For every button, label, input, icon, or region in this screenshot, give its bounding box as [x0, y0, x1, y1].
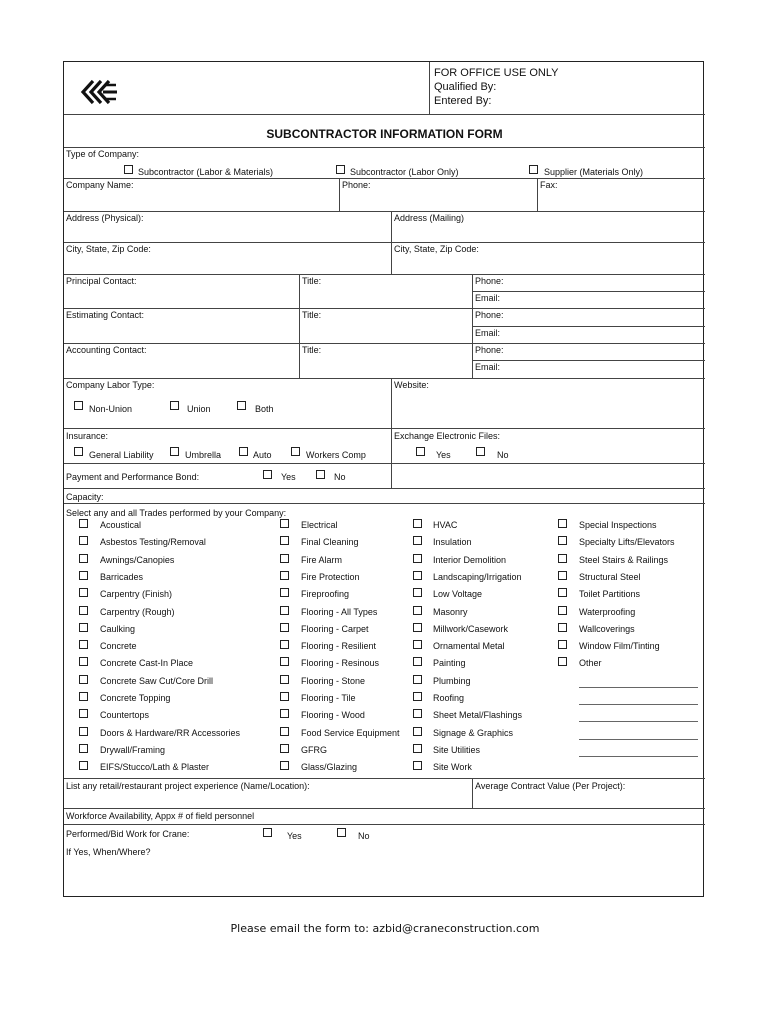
- bond-label: Payment and Performance Bond:: [66, 472, 200, 482]
- estimating-title-label: Title:: [302, 310, 322, 320]
- trade-checkbox[interactable]: [79, 640, 88, 649]
- trade-checkbox[interactable]: [280, 692, 289, 701]
- trade-label: Asbestos Testing/Removal: [100, 537, 206, 548]
- trade-checkbox[interactable]: [413, 761, 422, 770]
- trade-checkbox[interactable]: [413, 606, 422, 615]
- other-trade-blank-line[interactable]: [579, 721, 698, 722]
- type-supplier-label: Supplier (Materials Only): [544, 167, 644, 177]
- trade-checkbox[interactable]: [280, 519, 289, 528]
- crane-work-label: Performed/Bid Work for Crane:: [66, 829, 190, 839]
- trade-label: Caulking: [100, 623, 136, 634]
- trade-checkbox[interactable]: [558, 536, 567, 545]
- trade-label: Special Inspections: [579, 520, 657, 530]
- general-liability-checkbox[interactable]: [74, 447, 83, 456]
- trade-label: EIFS/Stucco/Lath & Plaster: [100, 762, 210, 773]
- non-union-checkbox[interactable]: [74, 401, 83, 410]
- trade-label: Food Service Equipment: [301, 727, 400, 738]
- general-liability-label: General Liability: [89, 450, 154, 460]
- company-name-label: Company Name:: [66, 180, 134, 190]
- trade-checkbox[interactable]: [79, 709, 88, 718]
- trade-label: Plumbing: [433, 675, 471, 686]
- trade-label: Other: [579, 658, 602, 669]
- estimating-contact-label: Estimating Contact:: [66, 310, 145, 320]
- office-use-label: FOR OFFICE USE ONLY: [434, 67, 559, 79]
- trade-label: Sheet Metal/Flashings: [433, 710, 523, 721]
- trade-checkbox[interactable]: [79, 588, 88, 597]
- exchange-no-checkbox[interactable]: [476, 447, 485, 456]
- trade-label: Flooring - Stone: [301, 675, 366, 686]
- trade-label: Final Cleaning: [301, 537, 359, 548]
- trade-label: Flooring - All Types: [301, 606, 378, 617]
- trade-label: Landscaping/Irrigation: [433, 571, 522, 582]
- trade-checkbox[interactable]: [280, 744, 289, 753]
- trade-label: Window Film/Tinting: [579, 641, 660, 652]
- trade-checkbox[interactable]: [280, 640, 289, 649]
- experience-label: List any retail/restaurant project experience (Name/Location):: [66, 781, 310, 791]
- workers-comp-checkbox[interactable]: [291, 447, 300, 456]
- avg-contract-value-label: Average Contract Value (Per Project):: [475, 781, 626, 791]
- trade-label: Site Work: [433, 762, 472, 773]
- other-trade-blank-line[interactable]: [579, 739, 698, 740]
- type-of-company-label: Type of Company:: [66, 149, 140, 159]
- exchange-yes-checkbox[interactable]: [416, 447, 425, 456]
- union-label: Union: [187, 404, 211, 414]
- auto-label: Auto: [253, 450, 272, 460]
- trade-checkbox[interactable]: [413, 588, 422, 597]
- trade-label: Low Voltage: [433, 589, 483, 600]
- trade-label: Flooring - Resinous: [301, 658, 380, 669]
- exchange-files-label: Exchange Electronic Files:: [394, 431, 501, 441]
- subcontractor-form: [63, 61, 704, 897]
- trade-checkbox[interactable]: [413, 571, 422, 580]
- trade-label: Fireproofing: [301, 589, 350, 600]
- trade-label: Interior Demolition: [433, 554, 507, 565]
- trade-label: Carpentry (Finish): [100, 589, 173, 600]
- trade-checkbox[interactable]: [280, 623, 289, 632]
- trade-checkbox[interactable]: [79, 657, 88, 666]
- trade-label: Carpentry (Rough): [100, 606, 175, 617]
- both-label: Both: [255, 404, 274, 414]
- address-physical-label: Address (Physical):: [66, 213, 144, 223]
- trade-label: Masonry: [433, 606, 468, 617]
- trade-label: Concrete Cast-In Place: [100, 658, 194, 669]
- bond-yes-checkbox[interactable]: [263, 470, 272, 479]
- principal-email-label: Email:: [475, 293, 501, 303]
- trade-label: Drywall/Framing: [100, 744, 166, 755]
- auto-checkbox[interactable]: [239, 447, 248, 456]
- footer-email-note: Please email the form to: azbid@craneconstruction.com: [230, 922, 540, 935]
- other-trade-blank-line[interactable]: [579, 687, 698, 688]
- trade-label: Concrete Topping: [100, 693, 171, 703]
- trade-label: Insulation: [433, 537, 472, 548]
- other-trade-blank-line[interactable]: [579, 756, 698, 757]
- trade-label: HVAC: [433, 520, 458, 530]
- capacity-label: Capacity:: [66, 492, 104, 502]
- trade-checkbox[interactable]: [413, 640, 422, 649]
- trade-checkbox[interactable]: [558, 554, 567, 563]
- trade-label: Site Utilities: [433, 744, 481, 755]
- trade-label: Millwork/Casework: [433, 623, 509, 634]
- trade-label: Concrete Saw Cut/Core Drill: [100, 675, 214, 686]
- trade-checkbox[interactable]: [413, 657, 422, 666]
- trade-label: Waterproofing: [579, 606, 636, 617]
- trade-checkbox[interactable]: [280, 675, 289, 684]
- labor-type-label: Company Labor Type:: [66, 380, 155, 390]
- union-checkbox[interactable]: [170, 401, 179, 410]
- trade-checkbox[interactable]: [413, 519, 422, 528]
- trade-checkbox[interactable]: [413, 744, 422, 753]
- trade-checkbox[interactable]: [413, 675, 422, 684]
- bond-yes-label: Yes: [281, 472, 296, 482]
- qualified-by-label: Qualified By:: [434, 81, 497, 93]
- trade-checkbox[interactable]: [280, 606, 289, 615]
- principal-title-label: Title:: [302, 276, 322, 286]
- other-trade-blank-line[interactable]: [579, 704, 698, 705]
- estimating-email-label: Email:: [475, 328, 501, 338]
- trade-label: Specialty Lifts/Elevators: [579, 537, 675, 548]
- accounting-phone-label: Phone:: [475, 345, 504, 355]
- trade-label: Structural Steel: [579, 571, 641, 582]
- trade-checkbox[interactable]: [79, 623, 88, 632]
- trade-label: Glass/Glazing: [301, 762, 358, 773]
- trade-label: Countertops: [100, 710, 150, 721]
- trade-label: Flooring - Resilient: [301, 641, 377, 652]
- trade-label: Wallcoverings: [579, 623, 635, 634]
- umbrella-label: Umbrella: [185, 450, 222, 460]
- trade-checkbox[interactable]: [558, 640, 567, 649]
- type-labor-only-label: Subcontractor (Labor Only): [350, 167, 459, 177]
- trade-label: Electrical: [301, 520, 338, 530]
- trade-checkbox[interactable]: [280, 588, 289, 597]
- trade-checkbox[interactable]: [558, 519, 567, 528]
- trade-label: Signage & Graphics: [433, 727, 514, 738]
- trade-checkbox[interactable]: [79, 727, 88, 736]
- trade-checkbox[interactable]: [79, 606, 88, 615]
- trade-label: GFRG: [301, 744, 327, 755]
- trade-label: Steel Stairs & Railings: [579, 554, 669, 565]
- city-state-zip-mailing-label: City, State, Zip Code:: [394, 244, 479, 254]
- trade-checkbox[interactable]: [79, 536, 88, 545]
- trade-checkbox[interactable]: [280, 761, 289, 770]
- workers-comp-label: Workers Comp: [306, 450, 366, 460]
- company-phone-label: Phone:: [342, 180, 371, 190]
- accounting-contact-label: Accounting Contact:: [66, 345, 147, 355]
- trade-label: Concrete: [100, 641, 137, 652]
- both-checkbox[interactable]: [237, 401, 246, 410]
- trade-label: Roofing: [433, 693, 465, 703]
- trade-checkbox[interactable]: [79, 519, 88, 528]
- trade-checkbox[interactable]: [280, 554, 289, 563]
- accounting-title-label: Title:: [302, 345, 322, 355]
- trade-checkbox[interactable]: [79, 554, 88, 563]
- city-state-zip-physical-label: City, State, Zip Code:: [66, 244, 151, 254]
- trade-checkbox[interactable]: [280, 536, 289, 545]
- type-labor-materials-label: Subcontractor (Labor & Materials): [138, 167, 274, 177]
- trade-label: Flooring - Tile: [301, 693, 356, 703]
- trade-checkbox[interactable]: [79, 692, 88, 701]
- trade-checkbox[interactable]: [280, 571, 289, 580]
- crane-logo-icon: [79, 77, 119, 107]
- crane-yes-checkbox[interactable]: [263, 828, 272, 837]
- trade-checkbox[interactable]: [413, 727, 422, 736]
- trade-checkbox[interactable]: [558, 571, 567, 580]
- crane-no-label: No: [358, 831, 370, 841]
- trade-checkbox[interactable]: [280, 657, 289, 666]
- trade-label: Flooring - Wood: [301, 710, 365, 721]
- trade-label: Fire Protection: [301, 571, 360, 582]
- crane-yes-label: Yes: [287, 831, 302, 841]
- trade-label: Barricades: [100, 571, 144, 582]
- workforce-label: Workforce Availability, Appx # of field personnel: [66, 811, 255, 821]
- trade-label: Ornamental Metal: [433, 641, 505, 652]
- trade-checkbox[interactable]: [558, 588, 567, 597]
- trade-checkbox[interactable]: [413, 623, 422, 632]
- type-supplier-checkbox[interactable]: [529, 165, 538, 174]
- trade-checkbox[interactable]: [558, 606, 567, 615]
- form-title: SUBCONTRACTOR INFORMATION FORM: [266, 127, 503, 141]
- trade-label: Painting: [433, 658, 466, 669]
- trade-label: Doors & Hardware/RR Accessories: [100, 727, 241, 738]
- crane-when-label: If Yes, When/Where?: [66, 847, 151, 857]
- umbrella-checkbox[interactable]: [170, 447, 179, 456]
- trade-checkbox[interactable]: [280, 727, 289, 736]
- trade-checkbox[interactable]: [558, 657, 567, 666]
- trade-checkbox[interactable]: [280, 709, 289, 718]
- trade-label: Acoustical: [100, 520, 142, 530]
- bond-no-checkbox[interactable]: [316, 470, 325, 479]
- exchange-no-label: No: [497, 450, 509, 460]
- trade-checkbox[interactable]: [558, 623, 567, 632]
- trade-label: Flooring - Carpet: [301, 623, 369, 634]
- trade-label: Toilet Partitions: [579, 589, 641, 600]
- non-union-label: Non-Union: [89, 404, 133, 414]
- trade-checkbox[interactable]: [79, 744, 88, 753]
- accounting-email-label: Email:: [475, 362, 501, 372]
- trade-checkbox[interactable]: [79, 675, 88, 684]
- trade-label: Fire Alarm: [301, 554, 343, 565]
- principal-phone-label: Phone:: [475, 276, 504, 286]
- trade-checkbox[interactable]: [413, 536, 422, 545]
- trade-checkbox[interactable]: [79, 571, 88, 580]
- address-mailing-label: Address (Mailing): [394, 213, 465, 223]
- trade-checkbox[interactable]: [413, 554, 422, 563]
- estimating-phone-label: Phone:: [475, 310, 504, 320]
- trades-label: Select any and all Trades performed by your Company:: [66, 508, 287, 518]
- principal-contact-label: Principal Contact:: [66, 276, 137, 286]
- bond-no-label: No: [334, 472, 346, 482]
- insurance-label: Insurance:: [66, 431, 109, 441]
- type-labor-only-checkbox[interactable]: [336, 165, 345, 174]
- trade-checkbox[interactable]: [413, 709, 422, 718]
- trade-checkbox[interactable]: [413, 692, 422, 701]
- trade-checkbox[interactable]: [79, 761, 88, 770]
- trade-label: Awnings/Canopies: [100, 554, 175, 565]
- type-labor-materials-checkbox[interactable]: [124, 165, 133, 174]
- company-fax-label: Fax:: [540, 180, 558, 190]
- exchange-yes-label: Yes: [436, 450, 451, 460]
- website-label: Website:: [394, 380, 429, 390]
- entered-by-label: Entered By:: [434, 95, 492, 107]
- crane-no-checkbox[interactable]: [337, 828, 346, 837]
